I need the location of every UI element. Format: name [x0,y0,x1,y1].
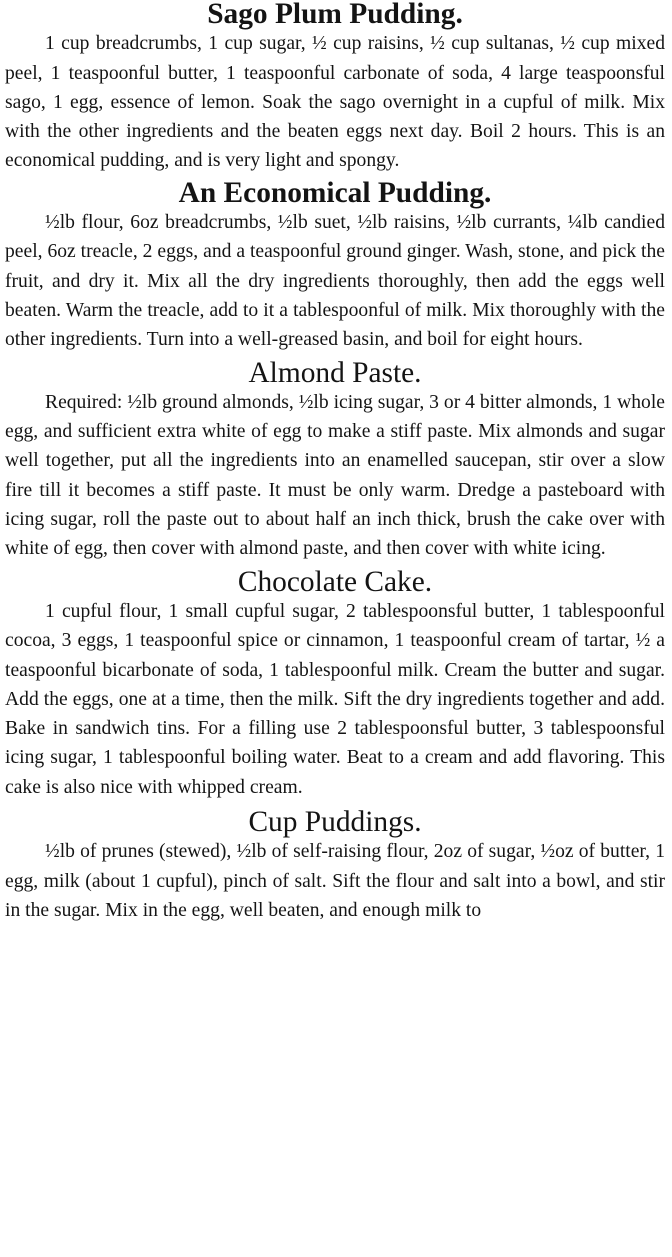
recipe-title-chocolate-cake: Chocolate Cake. [237,565,433,598]
recipe-body-economical-pudding: ½lb flour, 6oz breadcrumbs, ½lb suet, ½lb raisins, ½lb currants, ¼lb candied peel, 6oz treacle, 2 eggs, and a teaspoonful ground ginger. Wash, stone, and pick the fruit, and dry it. Mix all the dry ingredients thoroughly, then add the eggs well beaten. Warm the treacle, add to it a tablespoonful of milk. Mix thoroughly with the other ingredients. Turn into a well-greased basin, and boil for eight hours. [5,212,665,351]
recipe-body-chocolate-cake: 1 cupful flour, 1 small cupful sugar, 2 tablespoonsful butter, 1 tablespoonful cocoa, 3 eggs, 1 teaspoonful spice or cinnamon, 1 teaspoonful cream of tartar, ½ a teaspoonful bicarbonate of soda, 1 tablespoonful milk. Cream the butter and sugar. Add the eggs, one at a time, then the milk. Sift the dry ingredients together and add. Bake in sandwich tins. For a filling use 2 tablespoonsful butter, 3 tablespoonsful icing sugar, 1 tablespoonful boiling water. Beat to a cream and add flavoring. This cake is also nice with whipped cream. [5,600,665,798]
recipe-title-cup-puddings: Cup Puddings. [248,806,422,839]
recipe-body-cup-puddings: ½lb of prunes (stewed), ½lb of self-raising flour, 2oz of sugar, ½oz of butter, 1 egg, milk (about 1 cupful), pinch of salt. Sift the flour and salt into a bowl, and stir in the sugar. Mix in the egg, well beaten, and enough milk to [5,841,665,921]
recipe-title-sago-plum-pudding: Sago Plum Pudding. [207,0,463,30]
recipe-body-sago-plum-pudding: 1 cup breadcrumbs, 1 cup sugar, ½ cup raisins, ½ cup sultanas, ½ cup mixed peel, 1 teaspoonful butter, 1 teaspoonful carbonate of soda, 4 large teaspoonsful sago, 1 egg, essence of lemon. Soak the sago overnight in a cupful of milk. Mix with the other ingredients and the beaten eggs next day. Boil 2 hours. This is an economical pudding, and is very light and spongy. [5,33,665,172]
recipe-title-economical-pudding: An Economical Pudding. [178,176,492,209]
recipe-title-almond-paste: Almond Paste. [248,356,422,389]
clipping-page [5,0,665,925]
recipe-body-almond-paste: Required: ½lb ground almonds, ½lb icing sugar, 3 or 4 bitter almonds, 1 whole egg, and sufficient extra white of egg to make a stiff paste. Mix almonds and sugar well together, put all the ingredients into an enamelled saucepan, stir over a slow fire till it becomes a stiff paste. It must be only warm. Dredge a pasteboard with icing sugar, roll the paste out to about half an inch thick, brush the cake over with white of egg, then cover with almond paste, and then cover with white icing. [5,391,665,560]
